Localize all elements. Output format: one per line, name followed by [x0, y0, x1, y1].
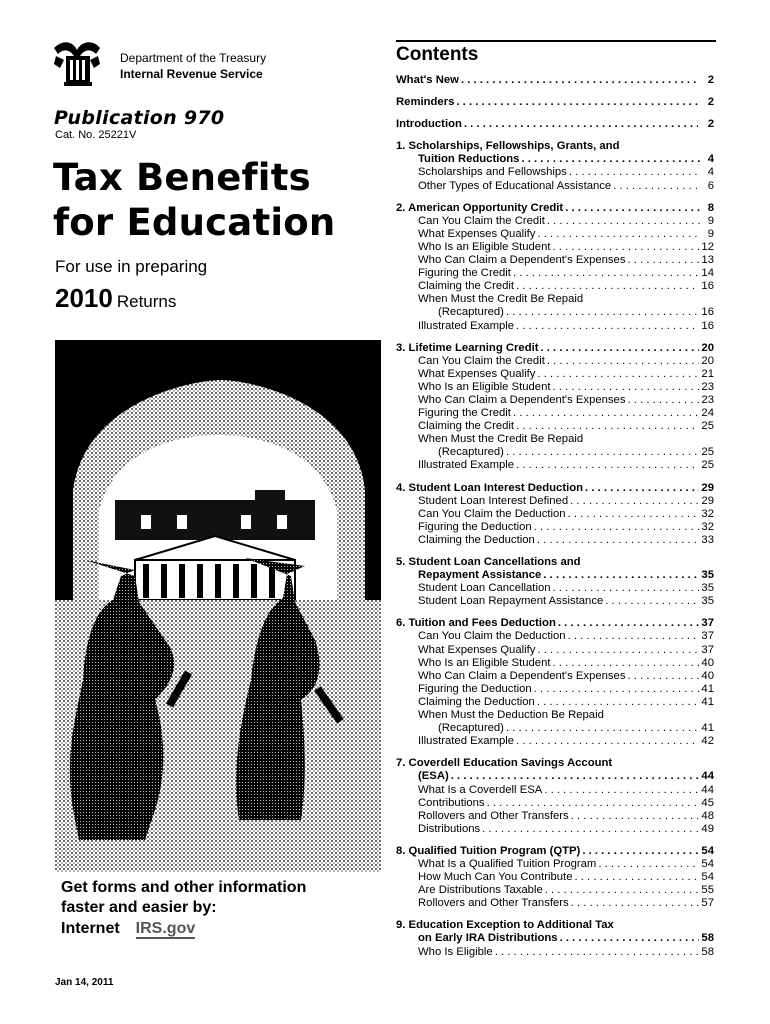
internet-label: Internet: [61, 920, 120, 937]
toc-entry-label: What Expenses Qualify: [418, 367, 536, 380]
toc-section-entry[interactable]: [396, 166, 714, 179]
toc-entry-label: Illustrated Example: [418, 319, 515, 332]
title-line-2: for Education: [53, 201, 336, 244]
toc-chapter-title-cont[interactable]: [396, 153, 714, 166]
toc-entry-label: Claiming the Deduction: [418, 533, 535, 546]
toc-page-number: 9: [707, 227, 714, 240]
toc-section-entry[interactable]: [396, 420, 714, 433]
toc-dot-leader: [585, 482, 699, 495]
publication-date: Jan 14, 2011: [55, 977, 114, 988]
toc-section-entry[interactable]: [396, 459, 714, 472]
toc-section-entry[interactable]: [396, 696, 714, 709]
toc-page-number: 9: [707, 214, 714, 227]
toc-section-entry[interactable]: [396, 381, 714, 394]
toc-page-number: 14: [701, 267, 714, 280]
toc-entry-label: How Much Can You Contribute: [418, 871, 573, 884]
toc-chapter-title[interactable]: [396, 757, 714, 770]
toc-section-entry[interactable]: [396, 293, 714, 306]
table-of-contents: [396, 74, 714, 959]
toc-page-number: 33: [701, 533, 714, 546]
toc-dot-leader: [605, 595, 699, 608]
toc-entry-label: Who Can Claim a Dependent's Expenses: [418, 669, 626, 682]
toc-page-number: 41: [701, 722, 714, 735]
toc-dot-leader: [544, 784, 699, 797]
toc-chapter-title-cont[interactable]: [396, 770, 714, 783]
toc-page-number: 23: [701, 393, 714, 406]
toc-entry-label: Reminders: [396, 96, 455, 109]
toc-dot-leader: [516, 420, 699, 433]
catalog-number: Cat. No. 25221V: [55, 129, 137, 141]
toc-dot-leader: [506, 306, 699, 319]
toc-section-entry[interactable]: [396, 180, 714, 193]
toc-dot-leader: [541, 342, 700, 355]
get-forms-box: [55, 872, 381, 962]
toc-dot-leader: [553, 381, 700, 394]
toc-section-entry[interactable]: [396, 228, 714, 241]
toc-dot-leader: [534, 683, 700, 696]
toc-entry-label: 7. Coverdell Education Savings Account: [396, 757, 613, 770]
toc-entry-label: Can You Claim the Credit: [418, 354, 545, 367]
toc-entry-label: Who Is Eligible: [418, 945, 493, 958]
toc-entry-label: Who Is an Eligible Student: [418, 380, 551, 393]
toc-section-entry[interactable]: [396, 871, 714, 884]
toc-page-number: 44: [701, 783, 714, 796]
toc-dot-leader: [569, 166, 700, 179]
toc-page-number: 37: [701, 643, 714, 656]
toc-chapter-title[interactable]: [396, 617, 714, 630]
toc-dot-leader: [613, 180, 700, 193]
toc-page-number: 41: [701, 682, 714, 695]
toc-page-number: 58: [701, 932, 714, 945]
toc-page-number: 41: [701, 695, 714, 708]
toc-page-number: 49: [701, 822, 714, 835]
toc-dot-leader: [464, 118, 698, 131]
contents-column: [396, 40, 720, 959]
toc-dot-leader: [553, 657, 700, 670]
toc-section-entry[interactable]: [396, 241, 714, 254]
toc-dot-leader: [547, 215, 700, 228]
toc-page-number: 4: [707, 166, 714, 179]
toc-section-entry[interactable]: [396, 368, 714, 381]
returns-label: Returns: [116, 292, 177, 311]
toc-page-number: 32: [701, 520, 714, 533]
toc-dot-leader: [571, 810, 700, 823]
toc-section-entry[interactable]: [396, 254, 714, 267]
tax-year: 2010: [55, 283, 113, 313]
toc-entry-label: (Recaptured): [438, 722, 504, 735]
irs-eagle-logo: [50, 38, 104, 88]
toc-section-entry[interactable]: [396, 215, 714, 228]
toc-entry-label: 5. Student Loan Cancellations and: [396, 556, 581, 568]
toc-dot-leader: [571, 897, 700, 910]
toc-dot-leader: [560, 932, 700, 945]
toc-page-number: 35: [701, 582, 714, 595]
toc-entry-label: What Expenses Qualify: [418, 227, 536, 240]
toc-dot-leader: [537, 228, 700, 241]
toc-page-number: 40: [701, 669, 714, 682]
toc-dot-leader: [516, 280, 699, 293]
toc-entry-label: When Must the Credit Be Repaid: [418, 293, 584, 306]
toc-entry-label: What Expenses Qualify: [418, 643, 536, 656]
toc-section-entry[interactable]: [396, 670, 714, 683]
toc-page-number: 24: [701, 407, 714, 420]
toc-dot-leader: [568, 630, 700, 643]
toc-dot-leader: [628, 394, 700, 407]
toc-top-entry[interactable]: [396, 74, 714, 87]
department-block: [120, 50, 266, 82]
toc-chapter-title[interactable]: [396, 482, 714, 495]
toc-page-number: 54: [701, 857, 714, 870]
toc-page-number: 16: [701, 319, 714, 332]
toc-chapter-title-cont[interactable]: [396, 932, 714, 945]
toc-page-number: 2: [707, 118, 714, 131]
toc-page-number: 25: [701, 420, 714, 433]
toc-section-entry[interactable]: [396, 595, 714, 608]
toc-dot-leader: [543, 569, 699, 582]
toc-section-entry[interactable]: [396, 709, 714, 722]
toc-dot-leader: [482, 823, 699, 836]
toc-section-entry[interactable]: [396, 946, 714, 959]
toc-dot-leader: [558, 617, 700, 630]
toc-entry-label: 3. Lifetime Learning Credit: [396, 341, 539, 354]
toc-chapter-title[interactable]: [396, 919, 714, 932]
toc-entry-label: (Recaptured): [438, 446, 504, 459]
toc-section-entry[interactable]: [396, 534, 714, 547]
toc-page-number: 54: [701, 871, 714, 884]
toc-dot-leader: [456, 96, 698, 109]
toc-page-number: 37: [701, 630, 714, 643]
toc-entry-label: Student Loan Cancellation: [418, 582, 551, 595]
internet-row: [61, 920, 195, 938]
toc-dot-leader: [537, 644, 699, 657]
toc-entry-label: Who Is an Eligible Student: [418, 240, 551, 253]
toc-dot-leader: [570, 495, 699, 508]
toc-section-entry[interactable]: [396, 735, 714, 748]
toc-entry-label: Are Distributions Taxable: [418, 884, 543, 897]
toc-dot-leader: [537, 368, 699, 381]
toc-entry-label: Illustrated Example: [418, 459, 515, 472]
toc-page-number: 20: [701, 341, 714, 354]
toc-chapter-title[interactable]: [396, 556, 714, 569]
publication-title: [53, 155, 335, 245]
irs-gov-link[interactable]: IRS.gov: [135, 920, 196, 937]
toc-section-entry[interactable]: [396, 644, 714, 657]
toc-entry-label: (Recaptured): [438, 306, 504, 319]
toc-section-entry[interactable]: [396, 267, 714, 280]
toc-dot-leader: [506, 722, 699, 735]
toc-section-entry[interactable]: [396, 433, 714, 446]
toc-dot-leader: [513, 407, 699, 420]
toc-entry-label: Claiming the Credit: [418, 420, 515, 433]
toc-page-number: 25: [701, 459, 714, 472]
toc-dot-leader: [516, 459, 699, 472]
toc-dot-leader: [534, 521, 700, 534]
toc-dot-leader: [574, 871, 699, 884]
toc-section-entry-cont[interactable]: [396, 446, 714, 459]
toc-entry-label: When Must the Credit Be Repaid: [418, 433, 584, 446]
toc-entry-label: When Must the Deduction Be Repaid: [418, 709, 604, 722]
agency-name: Internal Revenue Service: [120, 67, 263, 81]
toc-entry-label: Figuring the Credit: [418, 267, 511, 280]
toc-section-entry[interactable]: [396, 394, 714, 407]
toc-entry-label: 2. American Opportunity Credit: [396, 201, 564, 214]
toc-page-number: 44: [701, 770, 714, 783]
toc-dot-leader: [506, 446, 699, 459]
toc-section-entry[interactable]: [396, 823, 714, 836]
toc-entry-label: on Early IRA Distributions: [418, 932, 558, 945]
toc-page-number: 16: [701, 280, 714, 293]
toc-chapter-title[interactable]: [396, 140, 714, 153]
toc-dot-leader: [628, 254, 700, 267]
toc-page-number: 23: [701, 380, 714, 393]
toc-page-number: 55: [701, 884, 714, 897]
toc-entry-label: Introduction: [396, 118, 462, 131]
toc-dot-leader: [598, 858, 699, 871]
toc-section-entry[interactable]: [396, 582, 714, 595]
toc-dot-leader: [568, 508, 700, 521]
toc-page-number: 58: [701, 945, 714, 958]
toc-dot-leader: [537, 696, 700, 709]
toc-section-entry[interactable]: [396, 407, 714, 420]
toc-entry-label: Rollovers and Other Transfers: [418, 809, 569, 822]
toc-section-entry[interactable]: [396, 280, 714, 293]
get-forms-text: [61, 878, 361, 918]
toc-section-entry[interactable]: [396, 797, 714, 810]
toc-entry-label: What Is a Qualified Tuition Program: [418, 857, 597, 870]
toc-entry-label: Contributions: [418, 796, 485, 809]
toc-dot-leader: [537, 534, 700, 547]
graduates-illustration: [55, 340, 381, 872]
toc-dot-leader: [553, 582, 700, 595]
toc-entry-label: Who Can Claim a Dependent's Expenses: [418, 393, 626, 406]
toc-section-entry[interactable]: [396, 320, 714, 333]
toc-chapter-title[interactable]: [396, 845, 714, 858]
toc-entry-label: Illustrated Example: [418, 735, 515, 748]
toc-entry-label: Figuring the Deduction: [418, 682, 532, 695]
toc-entry-label: 4. Student Loan Interest Deduction: [396, 481, 584, 494]
toc-page-number: 37: [701, 617, 714, 630]
department-name: Department of the Treasury: [120, 51, 267, 65]
toc-page-number: 21: [701, 367, 714, 380]
toc-section-entry-cont[interactable]: [396, 722, 714, 735]
toc-page-number: 12: [701, 240, 714, 253]
toc-entry-label: Who Can Claim a Dependent's Expenses: [418, 254, 626, 267]
title-line-1: Tax Benefits: [53, 156, 311, 199]
toc-page-number: 25: [701, 446, 714, 459]
toc-dot-leader: [628, 670, 700, 683]
toc-dot-leader: [547, 355, 700, 368]
toc-dot-leader: [553, 241, 700, 254]
toc-page-number: 42: [701, 735, 714, 748]
toc-page-number: 35: [701, 569, 714, 582]
toc-dot-leader: [513, 267, 699, 280]
toc-entry-label: Scholarships and Fellowships: [418, 166, 567, 179]
toc-section-entry[interactable]: [396, 784, 714, 797]
toc-page-number: 48: [701, 809, 714, 822]
toc-dot-leader: [582, 845, 699, 858]
toc-page-number: 2: [707, 96, 714, 109]
toc-section-entry-cont[interactable]: [396, 306, 714, 319]
toc-section-entry[interactable]: [396, 355, 714, 368]
toc-section-entry[interactable]: [396, 630, 714, 643]
toc-page-number: 16: [701, 306, 714, 319]
toc-entry-label: (ESA): [418, 770, 449, 783]
toc-section-entry[interactable]: [396, 495, 714, 508]
toc-entry-label: What's New: [396, 74, 459, 86]
toc-page-number: 29: [701, 481, 714, 494]
toc-section-entry[interactable]: [396, 884, 714, 897]
toc-chapter-title[interactable]: [396, 342, 714, 355]
toc-entry-label: 9. Education Exception to Additional Tax: [396, 919, 614, 932]
toc-page-number: 45: [701, 796, 714, 809]
get-forms-line-1: Get forms and other information: [61, 879, 307, 896]
toc-entry-label: Claiming the Credit: [418, 280, 515, 293]
toc-page-number: 40: [701, 656, 714, 669]
contents-title: Contents: [396, 44, 479, 65]
toc-section-entry[interactable]: [396, 521, 714, 534]
toc-dot-leader: [516, 320, 699, 333]
toc-entry-label: Distributions: [418, 822, 481, 835]
toc-chapter-title[interactable]: [396, 202, 714, 215]
toc-page-number: 4: [707, 153, 714, 166]
toc-section-entry[interactable]: [396, 897, 714, 910]
toc-entry-label: Rollovers and Other Transfers: [418, 897, 569, 910]
cover-left-column: [0, 0, 380, 1024]
toc-entry-label: 6. Tuition and Fees Deduction: [396, 617, 556, 630]
toc-entry-label: Claiming the Deduction: [418, 695, 535, 708]
toc-page-number: 6: [707, 179, 714, 192]
toc-dot-leader: [516, 735, 699, 748]
toc-top-entry[interactable]: [396, 96, 714, 109]
toc-entry-label: Can You Claim the Credit: [418, 214, 545, 227]
toc-section-entry[interactable]: [396, 810, 714, 823]
toc-section-entry[interactable]: [396, 508, 714, 521]
toc-section-entry[interactable]: [396, 858, 714, 871]
toc-section-entry[interactable]: [396, 683, 714, 696]
toc-page-number: 57: [701, 897, 714, 910]
toc-section-entry[interactable]: [396, 657, 714, 670]
toc-page-number: 29: [701, 494, 714, 507]
toc-entry-label: Figuring the Deduction: [418, 520, 532, 533]
toc-top-entry[interactable]: [396, 118, 714, 131]
toc-dot-leader: [565, 202, 700, 215]
toc-page-number: 13: [701, 254, 714, 267]
toc-dot-leader: [461, 74, 698, 87]
toc-entry-label: 1. Scholarships, Fellowships, Grants, and: [396, 140, 620, 153]
toc-entry-label: Repayment Assistance: [418, 569, 542, 582]
toc-entry-label: Student Loan Interest Defined: [418, 494, 569, 507]
get-forms-line-2: faster and easier by:: [61, 899, 217, 916]
toc-dot-leader: [451, 770, 700, 783]
toc-entry-label: Who Is an Eligible Student: [418, 656, 551, 669]
toc-dot-leader: [495, 946, 700, 959]
toc-page-number: 20: [701, 354, 714, 367]
toc-page-number: 8: [707, 201, 714, 214]
toc-entry-label: Tuition Reductions: [418, 153, 520, 166]
toc-entry-label: Student Loan Repayment Assistance: [418, 595, 604, 608]
toc-entry-label: Can You Claim the Deduction: [418, 507, 566, 520]
toc-dot-leader: [545, 884, 700, 897]
toc-entry-label: Other Types of Educational Assistance: [418, 179, 612, 192]
toc-entry-label: Can You Claim the Deduction: [418, 630, 566, 643]
use-in-text: For use in preparing: [55, 257, 208, 276]
publication-number: Publication 970: [54, 107, 225, 129]
toc-page-number: 2: [707, 74, 714, 86]
toc-page-number: 54: [701, 844, 714, 857]
toc-entry-label: Figuring the Credit: [418, 407, 511, 420]
toc-dot-leader: [487, 797, 700, 810]
toc-entry-label: What Is a Coverdell ESA: [418, 783, 543, 796]
toc-dot-leader: [521, 153, 700, 166]
tax-year-line: [55, 283, 176, 314]
toc-chapter-title-cont[interactable]: [396, 569, 714, 582]
contents-rule: [396, 40, 716, 42]
toc-page-number: 32: [701, 507, 714, 520]
toc-page-number: 35: [701, 595, 714, 608]
toc-entry-label: 8. Qualified Tuition Program (QTP): [396, 844, 581, 857]
